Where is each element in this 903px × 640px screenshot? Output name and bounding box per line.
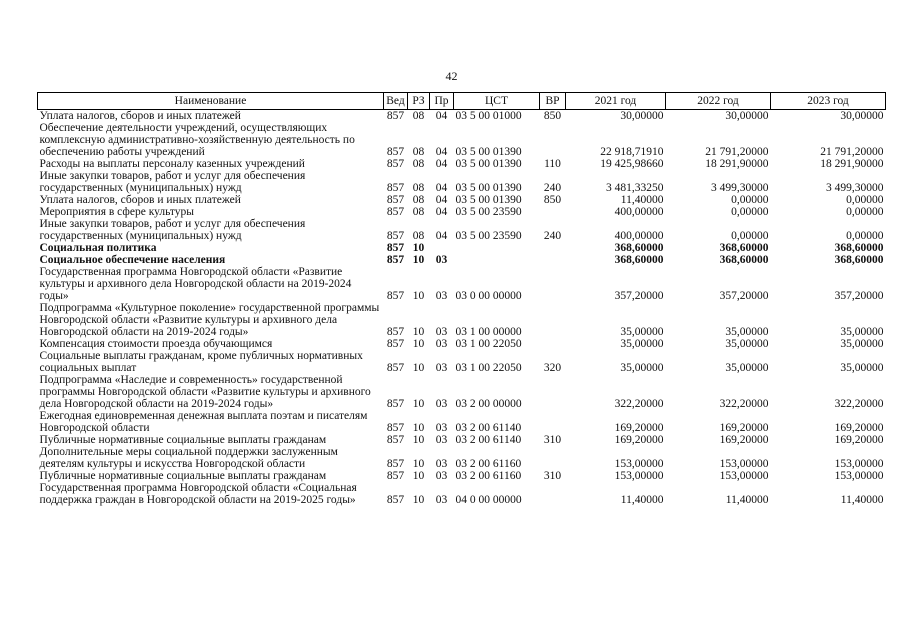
table-row	[38, 254, 886, 266]
header-2023: 2023 год	[771, 93, 886, 110]
row-cst: 03 1 00 22050	[455, 338, 522, 350]
row-2023: 11,40000	[840, 494, 884, 506]
row-name: Публичные нормативные социальные выплаты гражданам	[39, 470, 327, 482]
row-2023: 3 499,30000	[826, 182, 884, 194]
table-row	[38, 110, 886, 123]
row-cst: 03 2 00 61140	[455, 422, 522, 434]
row-ved: 857	[386, 470, 405, 482]
row-ved: 857	[386, 326, 405, 338]
row-pr	[430, 242, 454, 254]
row-ved: 857	[386, 146, 405, 158]
row-2023: 35,00000	[840, 362, 884, 374]
row-ved: 857	[386, 194, 405, 206]
row-2022: 0,00000	[731, 206, 769, 218]
row-2022: 169,20000	[719, 422, 769, 434]
row-ved: 857	[386, 458, 405, 470]
row-2021: 30,00000	[620, 110, 664, 122]
row-name: Государственная программа Новгородской области «Развитие культуры и архивного дела Новгородской области на 2019-2024 годы»	[39, 266, 352, 302]
row-rz: 10	[412, 458, 425, 470]
row-ved: 857	[386, 434, 405, 446]
row-2021: 19 425,98660	[600, 158, 664, 170]
row-pr: 03	[435, 326, 448, 338]
row-2021: 357,20000	[614, 290, 664, 302]
row-2023: 0,00000	[846, 206, 884, 218]
row-vr	[540, 374, 566, 410]
row-ved: 857	[386, 254, 405, 266]
row-2022: 3 499,30000	[711, 182, 769, 194]
row-vr: 850	[543, 110, 562, 122]
row-vr: 310	[543, 470, 562, 482]
row-pr: 03	[435, 338, 448, 350]
row-rz: 08	[412, 158, 425, 170]
row-pr: 04	[435, 146, 448, 158]
row-2021: 169,20000	[614, 434, 664, 446]
row-2021: 3 481,33250	[606, 182, 664, 194]
row-2021: 322,20000	[614, 398, 664, 410]
row-ved: 857	[386, 290, 405, 302]
row-rz: 08	[412, 182, 425, 194]
table-row	[38, 482, 886, 506]
row-ved: 857	[386, 158, 405, 170]
page-number: 42	[445, 69, 458, 83]
row-vr	[540, 122, 566, 158]
row-cst: 03 2 00 00000	[455, 398, 522, 410]
row-vr	[540, 206, 566, 218]
row-2023: 21 791,20000	[820, 146, 884, 158]
row-2021: 11,40000	[620, 494, 664, 506]
row-rz: 10	[412, 494, 425, 506]
row-vr	[540, 482, 566, 506]
row-vr: 310	[543, 434, 562, 446]
row-2022: 368,60000	[719, 242, 769, 254]
row-ved: 857	[386, 494, 405, 506]
row-name: Социальная политика	[39, 242, 157, 254]
row-2022: 35,00000	[725, 362, 769, 374]
row-vr	[540, 242, 566, 254]
row-pr: 03	[435, 434, 448, 446]
header-2022: 2022 год	[666, 93, 771, 110]
header-vr: ВР	[540, 93, 566, 110]
row-pr: 03	[435, 254, 448, 266]
row-cst	[454, 254, 540, 266]
row-rz: 10	[412, 470, 425, 482]
row-name: Государственная программа Новгородской области «Социальная поддержка граждан в Новгородской области на 2019-2025 годы»	[39, 482, 357, 506]
budget-table	[37, 92, 886, 506]
row-rz: 10	[412, 242, 425, 254]
row-2022: 0,00000	[731, 194, 769, 206]
row-name: Социальное обеспечение населения	[39, 254, 226, 266]
header-name: Наименование	[38, 93, 384, 110]
row-2021: 35,00000	[620, 326, 664, 338]
row-rz: 10	[412, 326, 425, 338]
row-2021: 400,00000	[614, 230, 664, 242]
row-vr	[540, 446, 566, 470]
row-rz: 10	[412, 254, 425, 266]
row-cst: 03 5 00 01390	[455, 194, 522, 206]
row-cst: 04 0 00 00000	[455, 494, 522, 506]
row-2023: 357,20000	[834, 290, 884, 302]
row-name: Подпрограмма «Наследие и современность» государственной программы Новгородской области «Развитие культуры и архивного дела Новгородской области на 2019-2024 годы»	[39, 374, 371, 410]
row-vr: 320	[543, 362, 562, 374]
row-rz: 08	[412, 206, 425, 218]
row-cst: 03 5 00 01000	[455, 110, 522, 122]
header-pr: Пр	[430, 93, 454, 110]
row-pr: 03	[435, 422, 448, 434]
row-2022: 368,60000	[719, 254, 769, 266]
header-2021: 2021 год	[566, 93, 666, 110]
row-ved: 857	[386, 110, 405, 122]
table-row	[38, 194, 886, 206]
row-vr	[540, 266, 566, 302]
table-row	[38, 302, 886, 338]
table-header-row	[38, 93, 886, 110]
header-cst: ЦСТ	[454, 93, 540, 110]
row-2023: 169,20000	[834, 422, 884, 434]
row-name: Социальные выплаты гражданам, кроме публичных нормативных социальных выплат	[39, 350, 363, 374]
row-cst: 03 2 00 61160	[455, 470, 522, 482]
table-row	[38, 350, 886, 374]
row-2022: 153,00000	[719, 458, 769, 470]
row-pr: 03	[435, 458, 448, 470]
row-pr: 03	[435, 398, 448, 410]
row-ved: 857	[386, 230, 405, 242]
row-vr	[540, 338, 566, 350]
header-ved: Вед	[384, 93, 408, 110]
row-ved: 857	[386, 422, 405, 434]
row-pr: 04	[435, 158, 448, 170]
row-2023: 368,60000	[834, 254, 884, 266]
row-name: Подпрограмма «Культурное поколение» государственной программы Новгородской области «Развитие культуры и архивного дела Новгородской области на 2019-2024 годы»	[39, 302, 380, 338]
row-2023: 153,00000	[834, 470, 884, 482]
row-2023: 30,00000	[840, 110, 884, 122]
row-2023: 35,00000	[840, 326, 884, 338]
row-rz: 08	[412, 230, 425, 242]
row-ved: 857	[386, 338, 405, 350]
row-pr: 04	[435, 194, 448, 206]
row-2022: 11,40000	[725, 494, 769, 506]
row-name: Иные закупки товаров, работ и услуг для обеспечения государственных (муниципальных) нужд	[39, 170, 306, 194]
row-cst: 03 5 00 23590	[455, 206, 522, 218]
row-2022: 153,00000	[719, 470, 769, 482]
row-cst: 03 5 00 01390	[455, 158, 522, 170]
row-rz: 10	[412, 398, 425, 410]
row-ved: 857	[386, 182, 405, 194]
row-ved: 857	[386, 206, 405, 218]
table-row	[38, 158, 886, 170]
row-cst: 03 2 00 61160	[455, 458, 522, 470]
row-pr: 04	[435, 110, 448, 122]
row-vr	[540, 410, 566, 434]
row-pr: 03	[435, 362, 448, 374]
row-cst: 03 0 00 00000	[455, 290, 522, 302]
row-rz: 10	[412, 362, 425, 374]
row-2021: 22 918,71910	[600, 146, 664, 158]
row-2023: 322,20000	[834, 398, 884, 410]
row-vr	[540, 302, 566, 338]
row-pr: 03	[435, 470, 448, 482]
row-2022: 18 291,90000	[705, 158, 769, 170]
table-row	[38, 170, 886, 194]
row-cst: 03 5 00 01390	[455, 182, 522, 194]
row-2022: 169,20000	[719, 434, 769, 446]
row-2021: 153,00000	[614, 470, 664, 482]
table-row	[38, 266, 886, 302]
row-vr: 240	[543, 230, 562, 242]
table-row	[38, 338, 886, 350]
row-cst: 03 1 00 22050	[455, 362, 522, 374]
row-rz: 10	[412, 338, 425, 350]
row-2022: 35,00000	[725, 338, 769, 350]
row-2022: 21 791,20000	[705, 146, 769, 158]
table-body	[38, 110, 886, 507]
table-row	[38, 470, 886, 482]
row-2023: 18 291,90000	[820, 158, 884, 170]
row-name: Иные закупки товаров, работ и услуг для обеспечения государственных (муниципальных) нужд	[39, 218, 306, 242]
row-pr: 03	[435, 290, 448, 302]
row-2022: 0,00000	[731, 230, 769, 242]
row-cst	[454, 242, 540, 254]
row-name: Компенсация стоимости проезда обучающимся	[39, 338, 273, 350]
row-pr: 04	[435, 206, 448, 218]
row-name: Дополнительные меры социальной поддержки заслуженным деятелям культуры и искусства Новгородской области	[39, 446, 338, 470]
row-pr: 04	[435, 230, 448, 242]
row-2023: 368,60000	[834, 242, 884, 254]
row-pr: 03	[435, 494, 448, 506]
row-2021: 169,20000	[614, 422, 664, 434]
row-name: Расходы на выплаты персоналу казенных учреждений	[39, 158, 305, 170]
header-rz: РЗ	[408, 93, 430, 110]
row-2021: 35,00000	[620, 338, 664, 350]
row-rz: 10	[412, 290, 425, 302]
table-row	[38, 434, 886, 446]
table-row	[38, 374, 886, 410]
row-2022: 322,20000	[719, 398, 769, 410]
row-name: Публичные нормативные социальные выплаты гражданам	[39, 434, 327, 446]
table-row	[38, 410, 886, 434]
row-rz: 08	[412, 110, 425, 122]
row-cst: 03 2 00 61140	[455, 434, 522, 446]
table-row	[38, 446, 886, 470]
table-row	[38, 242, 886, 254]
row-name: Уплата налогов, сборов и иных платежей	[39, 194, 241, 206]
table-row	[38, 218, 886, 242]
row-vr	[540, 254, 566, 266]
row-rz: 08	[412, 146, 425, 158]
row-2022: 30,00000	[725, 110, 769, 122]
row-vr: 240	[543, 182, 562, 194]
row-vr: 850	[543, 194, 562, 206]
row-2021: 35,00000	[620, 362, 664, 374]
row-2023: 169,20000	[834, 434, 884, 446]
row-pr: 04	[435, 182, 448, 194]
row-rz: 10	[412, 422, 425, 434]
row-name: Ежегодная единовременная денежная выплата поэтам и писателям Новгородской области	[39, 410, 368, 434]
row-name: Мероприятия в сфере культуры	[39, 206, 195, 218]
row-cst: 03 1 00 00000	[455, 326, 522, 338]
row-ved: 857	[386, 242, 405, 254]
row-2021: 368,60000	[614, 254, 664, 266]
row-2021: 400,00000	[614, 206, 664, 218]
row-2022: 35,00000	[725, 326, 769, 338]
row-rz: 10	[412, 434, 425, 446]
row-cst: 03 5 00 01390	[455, 146, 522, 158]
row-name: Обеспечение деятельности учреждений, осуществляющих комплексную административно-хозяйственную деятельность по обеспечению работы учреждений	[39, 122, 355, 158]
row-rz: 08	[412, 194, 425, 206]
row-2023: 0,00000	[846, 194, 884, 206]
row-2023: 35,00000	[840, 338, 884, 350]
row-2021: 153,00000	[614, 458, 664, 470]
table-row	[38, 122, 886, 158]
row-2021: 368,60000	[614, 242, 664, 254]
row-ved: 857	[386, 362, 405, 374]
row-name: Уплата налогов, сборов и иных платежей	[39, 110, 241, 122]
row-2023: 153,00000	[834, 458, 884, 470]
row-vr: 110	[544, 158, 561, 170]
row-2022: 357,20000	[719, 290, 769, 302]
row-2023: 0,00000	[846, 230, 884, 242]
row-2021: 11,40000	[620, 194, 664, 206]
table-row	[38, 206, 886, 218]
row-cst: 03 5 00 23590	[455, 230, 522, 242]
row-ved: 857	[386, 398, 405, 410]
